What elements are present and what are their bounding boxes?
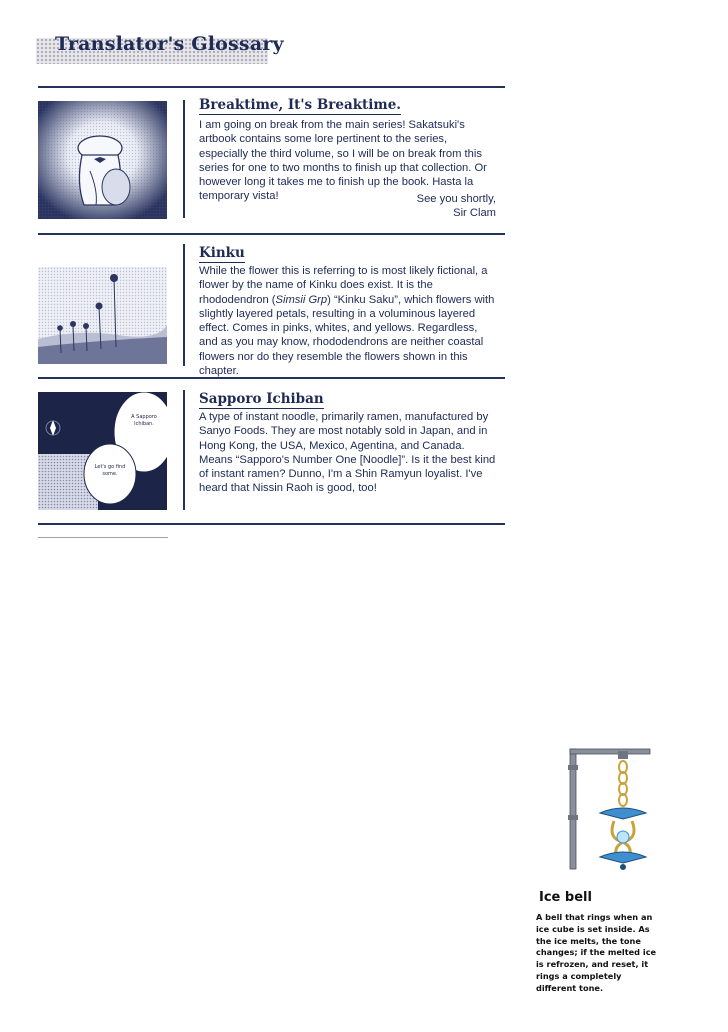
ice-bell-description: A bell that rings when an ice cube is set inside. As the ice melts, the tone changes; if the melted ice is refrozen, and reset, it rings a completely different tone.: [536, 912, 657, 993]
vertical-rule-1: [183, 100, 185, 218]
entry-2-title: Kinku: [199, 245, 245, 261]
entry-1-title: Breaktime, It's Breaktime.: [199, 97, 401, 113]
entry-3-bubble-2: Let's go find some.: [94, 464, 126, 477]
divider-bottom: [38, 523, 505, 525]
divider-top: [38, 86, 505, 88]
entry-2-body-part2: ) “Kinku Saku”, which flowers with slightly layered petals, resulting in a voluminous layered effect. Comes in pinks, whites, and yellows. Regardless, and as you may know, rhododendrons are neither coastal flowers nor do they resemble the flowers shown in this chapter.: [199, 293, 495, 378]
entry-2-body-part1: While the flower this is referring to is most likely fictional, a flower by the name of Kinku does exist. It is the rhododendron (: [199, 265, 488, 306]
entry-1-illustration: [38, 101, 167, 219]
entry-3-title: Sapporo Ichiban: [199, 391, 324, 407]
entry-3-illustration: [38, 392, 167, 510]
entry-2-body: [199, 264, 497, 378]
entry-2-body-italic: Simsii Grp: [275, 293, 328, 306]
divider-short: [38, 537, 168, 538]
divider-1: [38, 233, 505, 235]
entry-1-signoff: See you shortly,: [416, 193, 496, 205]
ice-bell-title: Ice bell: [539, 890, 592, 905]
entry-1-body: I am going on break from the main series! Sakatsuki's artbook contains some lore pertinent to the series, especially the third volume, so I will be on break from this series for one to two months to finish up that collection. Or however long it takes me to finish up the book. Hasta la temporary vista!: [199, 119, 487, 203]
vertical-rule-2: [183, 244, 185, 366]
page-title: Translator's Glossary: [55, 33, 284, 55]
entry-3-bubble-1: A Sapporo Ichiban.: [131, 414, 157, 427]
entry-3-body: A type of instant noodle, primarily ramen, manufactured by Sanyo Foods. They are most notably sold in Japan, and in Hong Kong, the USA, Mexico, Agentina, and Canada. Means “Sapporo's Number One [Noodle]”. Is it the best kind of instant ramen? Dunno, I'm a Shin Ramyun loyalist. I've heard that Nissin Raoh is good, too!: [199, 411, 496, 495]
vertical-rule-3: [183, 390, 185, 510]
entry-2-illustration: [38, 267, 167, 364]
entry-1-signature: Sir Clam: [453, 207, 496, 219]
ice-bell-illustration: [560, 745, 660, 875]
